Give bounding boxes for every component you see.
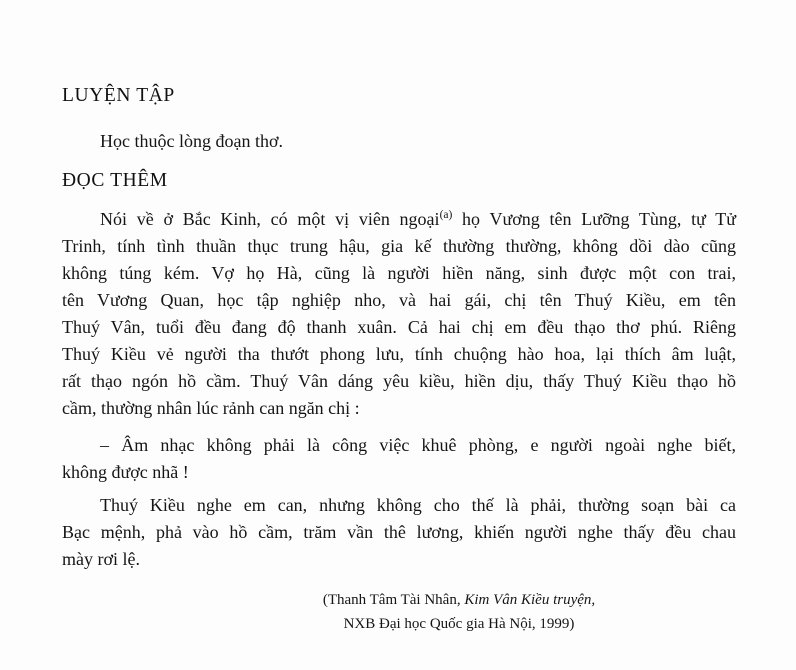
heading-doc-them: ĐỌC THÊM (62, 170, 168, 191)
exercise-instruction: Học thuộc lòng đoạn thơ. (100, 131, 283, 151)
paragraph-1-line-8: cầm, thường nhân lúc rảnh can ngăn chị : (62, 398, 360, 418)
paragraph-1-line-1 (62, 206, 736, 233)
paragraph-1-line-7: rất thạo ngón hồ cầm. Thuý Vân dáng yêu kiều, hiền dịu, thấy Thuý Kiều thạo hồ (62, 371, 736, 391)
heading-luyen-tap: LUYỆN TẬP (62, 85, 175, 106)
paragraph-3-line-2: Bạc mệnh, phả vào hồ cầm, trăm vần thê lương, khiến người nghe thấy đều chau (62, 522, 736, 542)
paragraph-1-line-1-text-b: họ Vương tên Lưỡng Tùng, tự Tử (452, 209, 737, 229)
paragraph-1-line-1-text-a: Nói về ở Bắc Kinh, có một vị viên ngoại (100, 209, 440, 229)
reading-paragraph-2-dialogue (62, 432, 736, 486)
attribution-line-2: NXB Đại học Quốc gia Hà Nội, 1999) (343, 616, 575, 632)
paragraph-1-line-3: không túng kém. Vợ họ Hà, cũng là người hiền năng, sinh được một con trai, (62, 263, 736, 283)
paragraph-3-line-3: mày rơi lệ. (62, 549, 140, 569)
reading-paragraph-3 (62, 492, 736, 573)
paragraph-1-line-6: Thuý Kiều vẻ người tha thướt phong lưu, tính chuộng hào hoa, lại thích âm luật, (62, 344, 736, 364)
paragraph-3-line-1: Thuý Kiều nghe em can, nhưng không cho thế là phải, thường soạn bài ca (100, 495, 736, 515)
attribution-book-title: Kim Vân Kiều truyện, (464, 592, 596, 608)
document-page (62, 0, 736, 670)
paragraph-2-line-1: – Âm nhạc không phải là công việc khuê phòng, e người ngoài nghe biết, (100, 435, 736, 455)
attribution-author: (Thanh Tâm Tài Nhân, (322, 592, 465, 608)
paragraph-1-line-4: tên Vương Quan, học tập nghiệp nho, và hai gái, chị tên Thuý Kiều, em tên (62, 290, 736, 310)
reading-paragraph-1 (62, 206, 736, 422)
attribution-line-1 (62, 588, 796, 613)
footnote-marker-a: (a) (439, 209, 453, 221)
paragraph-1-line-5: Thuý Vân, tuổi đều đang độ thanh xuân. Cả hai chị em đều thạo thơ phú. Riêng (62, 317, 736, 337)
paragraph-2-line-2: không được nhã ! (62, 462, 189, 482)
paragraph-1-line-2: Trinh, tính tình thuần thục trung hậu, gia kế thường thường, không dồi dào cũng (62, 236, 736, 256)
